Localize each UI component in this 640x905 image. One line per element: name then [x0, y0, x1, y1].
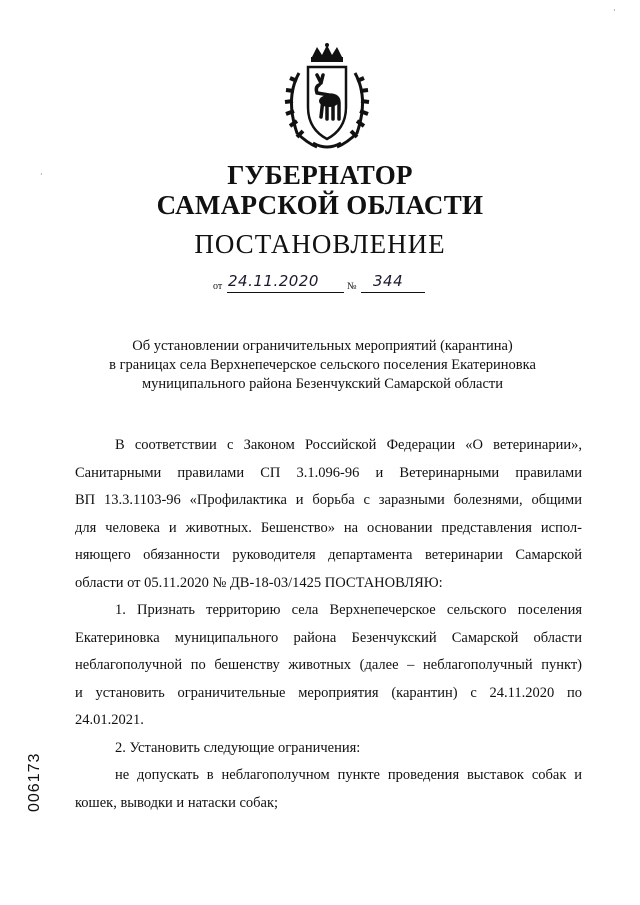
registration-number: 006173 [26, 752, 43, 812]
body-line: области от 05.11.2020 № ДВ-18-03/1425 ПОСТАНОВЛЯЮ: [75, 574, 443, 591]
body-line: Санитарными правилами СП 3.1.096-96 и Ветеринарными правилами [75, 464, 582, 481]
body-line: В соответствии с Законом Российской Федерации «О ветеринарии», [115, 437, 582, 453]
number-value: 344 [373, 272, 404, 290]
subject-line: Об установлении ограничительных мероприятий (карантина) [132, 338, 513, 354]
scan-mark: · [613, 6, 616, 15]
body-line: 24.01.2021. [75, 712, 144, 728]
authority-title [0, 160, 640, 220]
subject-line: муниципального района Безенчукский Самарской области [141, 376, 504, 392]
date-underline [227, 292, 344, 293]
scan-mark: · [40, 170, 43, 179]
body-line: кошек, выводки и натаски собак; [75, 794, 279, 811]
number-underline [361, 292, 425, 293]
body-line: для человека и животных. Бешенство» на основании представления испол- [75, 519, 582, 536]
body-line: Екатериновка муниципального района Безенчукский Самарской области [75, 629, 582, 646]
document-type-title: ПОСТАНОВЛЕНИЕ [194, 229, 446, 259]
document-body [75, 432, 582, 817]
body-line: неблагополучной по бешенству животных (далее – неблагополучный пункт) [75, 657, 582, 673]
coat-of-arms-emblem-icon [277, 43, 377, 155]
number-label: № [347, 281, 357, 292]
date-label: от [213, 281, 223, 292]
authority-line-2: САМАРСКОЙ ОБЛАСТИ [156, 190, 484, 220]
document-subject [60, 337, 585, 394]
date-value: 24.11.2020 [228, 272, 319, 290]
body-line: няющего обязанности руководителя департамента ветеринарии Самарской [75, 547, 582, 563]
body-line: ВП 13.3.1103-96 «Профилактика и борьба с заразными болезнями, общими [75, 492, 582, 508]
authority-line-1: ГУБЕРНАТОР [227, 160, 413, 190]
body-line: 1. Признать территорию села Верхнепечерское сельского поселения [115, 602, 582, 618]
body-line: 2. Установить следующие ограничения: [115, 739, 361, 756]
subject-line: в границах села Верхнепечерское сельского поселения Екатериновка [109, 357, 536, 373]
body-line: не допускать в неблагополучном пункте проведения выставок собак и [115, 767, 582, 783]
body-line: и установить ограничительные мероприятия (карантин) с 24.11.2020 по [75, 684, 582, 701]
